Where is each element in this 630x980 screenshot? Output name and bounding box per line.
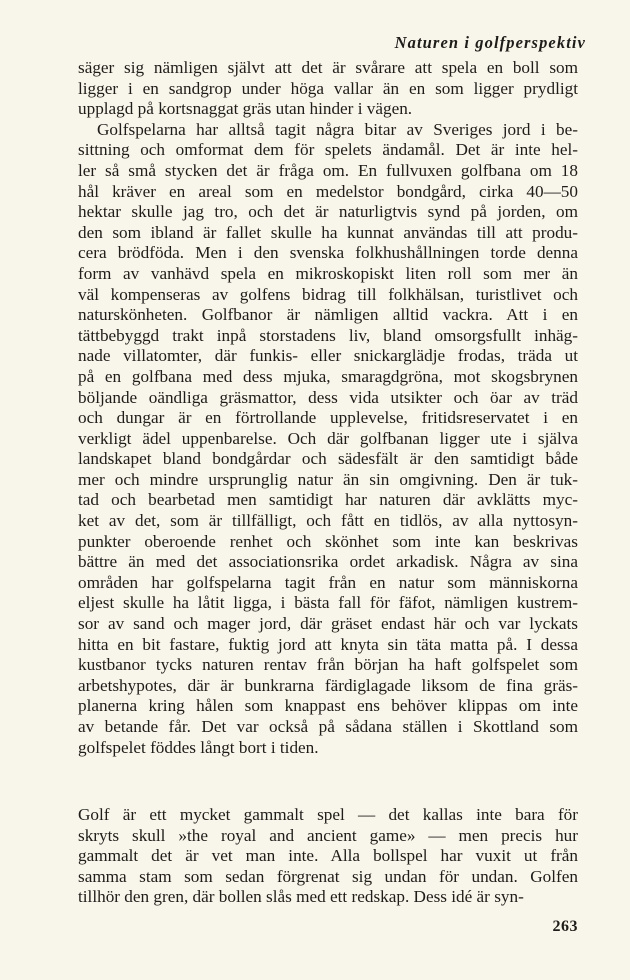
text-line: eljest skulle ha låtit ligga, i bästa fall för fäfot, nämligen kustrem- [78, 593, 578, 613]
text-line: upplagd på kortsnaggat gräs utan hinder i vägen. [78, 99, 413, 119]
text-line: områden har golfspelarna tagit från en natur som människorna [78, 572, 578, 592]
text-line: bättre än med det associationsrika ordet arkadisk. Några av sina [78, 552, 578, 572]
text-line: böljande oändliga gräsmattor, dess vida utsikter och öar av träd [78, 387, 578, 407]
text-line: hektar skulle jag tro, och det är naturligtvis synd på jorden, om [78, 202, 578, 222]
running-head: Naturen i golfperspektiv [394, 33, 586, 52]
text-line: verkligt ädel uppenbarelse. Och där golfbanan ligger ute i själva [78, 428, 578, 448]
text-line: sittning och omformat dem för spelets ändamål. Det är inte hel- [78, 140, 578, 160]
text-line: säger sig nämligen självt att det är svårare att spela en boll som [78, 58, 578, 77]
text-line: planerna kring hålen som knappast ens behöver klippas om inte [78, 696, 578, 716]
text-line: ler så små stycken det är fråga om. En fullvuxen golfbana om 18 [78, 160, 578, 180]
paragraph-3 [78, 805, 578, 908]
text-line: landskapet bland bondgårdar och sädesfält är den samtidigt både [78, 449, 578, 469]
text-line: på en golfbana med dess mjuka, smaragdgröna, mot skogsbrynen [78, 366, 578, 386]
text-line: hitta en bit fastare, fuktig jord att knyta sin täta matta på. I dessa [78, 634, 578, 654]
text-line: mer och mindre ursprunglig natur än sin omgivning. Den är tuk- [78, 469, 578, 489]
text-line: hål kräver en areal som en medelstor bondgård, cirka 40—50 [78, 181, 578, 201]
text-line: skryts skull »the royal and ancient game» — men precis hur [78, 825, 578, 845]
text-line: den som ibland är fallet skulle ha kunnat användas till att produ- [78, 222, 578, 242]
text-line: sor av sand och mager jord, där gräset endast här och var lyckats [78, 614, 578, 634]
text-line: och dungar är en förtrollande upplevelse, fritidsreservatet i en [78, 408, 578, 428]
text-line: nade villatomter, där funkis- eller snickarglädje frodas, träda ut [78, 346, 578, 366]
text-line: kustbanor tycks naturen rentav från början ha haft golfspelet som [78, 655, 578, 675]
text-block-new-section [78, 805, 578, 908]
text-line: tättbebyggd trakt inpå storstadens liv, bland omsorgsfullt inhäg- [78, 325, 578, 345]
text-line: Golf är ett mycket gammalt spel — det kallas inte bara för [78, 805, 578, 824]
text-line: väl kompenseras av golfens bidrag till folkhälsan, turistlivet och [78, 284, 578, 304]
text-line: tillhör den gren, där bollen slås med ett redskap. Dess idé är syn- [78, 887, 524, 907]
text-line: ligger i en sandgrop under höga vallar än en som ligger prydligt [78, 78, 578, 98]
text-line: golfspelet föddes långt bort i tiden. [78, 737, 319, 757]
text-line: Golfspelarna har alltså tagit några bitar av Sveriges jord i be- [97, 119, 578, 139]
text-line: samma stam som sedan förgrenat sig undan för undan. Golfen [78, 866, 578, 886]
text-line: naturskönheten. Golfbanor är nämligen alltid vackra. Att i en [78, 305, 578, 325]
text-line: ket av det, som är tillfälligt, och fått en tidlös, av alla nyttosyn- [78, 511, 578, 531]
paragraph-2 [78, 120, 578, 758]
text-line: gammalt det är vet man inte. Alla bollspel har vuxit ut från [78, 846, 578, 866]
text-line: punkter oberoende renhet och skönhet som inte kan beskrivas [78, 531, 578, 551]
text-line: arbetshypotes, där är bunkrarna färdiglagade liksom de fina gräs- [78, 675, 578, 695]
text-block-main [78, 58, 578, 758]
text-line: form av vanhävd spela en mikroskopiskt liten roll som mer än [78, 263, 578, 283]
paragraph-continued [78, 58, 578, 120]
text-line: cera brödföda. Men i den svenska folkhushållningen torde denna [78, 243, 578, 263]
text-line: av betande får. Det var också på sådana ställen i Skottland som [78, 717, 578, 736]
text-line: tad och bearbetad men samtidigt har naturen där avklätts myc- [78, 490, 578, 510]
page-number: 263 [552, 918, 578, 935]
